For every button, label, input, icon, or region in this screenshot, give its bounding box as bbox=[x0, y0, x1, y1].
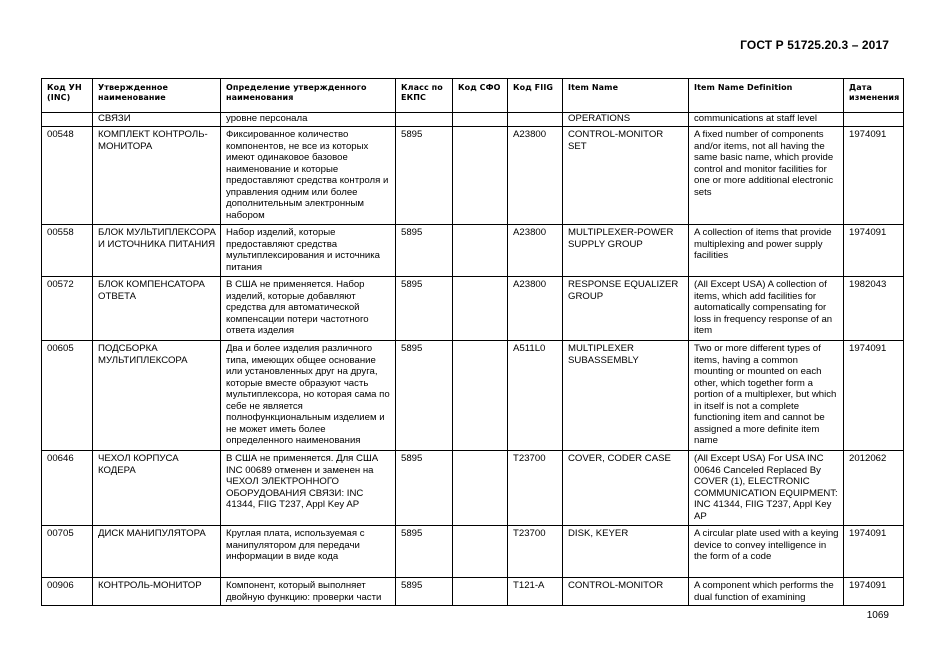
cell-change-date: 1974091 bbox=[844, 127, 904, 225]
cell-approved-name: КОМПЛЕКТ КОНТРОЛЬ-МОНИТОРА bbox=[93, 127, 221, 225]
cell-fsc-class: 5895 bbox=[396, 451, 453, 526]
table-row bbox=[42, 451, 904, 526]
table-header-row bbox=[42, 79, 904, 113]
cell-sfo-code bbox=[453, 578, 508, 606]
cell-change-date: 1974091 bbox=[844, 578, 904, 606]
cell-inc: 00572 bbox=[42, 277, 93, 341]
cell-fiig-code: A23800 bbox=[508, 127, 563, 225]
table-row bbox=[42, 341, 904, 451]
column-header-definition: Определение утвержденного наименования bbox=[221, 79, 396, 113]
cell-item-name: RESPONSE EQUALIZER GROUP bbox=[563, 277, 689, 341]
cell-fsc-class: 5895 bbox=[396, 526, 453, 578]
cell-fiig-code: T23700 bbox=[508, 451, 563, 526]
column-header-fsc-class: Класс по ЕКПС bbox=[396, 79, 453, 113]
cell-item-name: COVER, CODER CASE bbox=[563, 451, 689, 526]
cell-sfo-code bbox=[453, 341, 508, 451]
cell-definition: Круглая плата, используемая с манипулятором для передачи информации в виде кода bbox=[221, 526, 396, 578]
cell-change-date bbox=[844, 113, 904, 127]
cell-sfo-code bbox=[453, 451, 508, 526]
cell-change-date: 1974091 bbox=[844, 526, 904, 578]
table-row bbox=[42, 127, 904, 225]
column-header-item-name-definition: Item Name Definition bbox=[689, 79, 844, 113]
cell-approved-name: БЛОК МУЛЬТИПЛЕКСОРА И ИСТОЧНИКА ПИТАНИЯ bbox=[93, 225, 221, 277]
column-header-inc: Код УН (INC) bbox=[42, 79, 93, 113]
cell-approved-name: ПОДСБОРКА МУЛЬТИПЛЕКСОРА bbox=[93, 341, 221, 451]
column-header-sfo-code: Код СФО bbox=[453, 79, 508, 113]
cell-item-name: MULTIPLEXER SUBASSEMBLY bbox=[563, 341, 689, 451]
table-row bbox=[42, 578, 904, 606]
cell-item-name: OPERATIONS bbox=[563, 113, 689, 127]
cell-inc: 00605 bbox=[42, 341, 93, 451]
cell-item-name: CONTROL-MONITOR bbox=[563, 578, 689, 606]
cell-change-date: 1982043 bbox=[844, 277, 904, 341]
cell-inc: 00705 bbox=[42, 526, 93, 578]
cell-inc: 00906 bbox=[42, 578, 93, 606]
cell-item-name-definition: A component which performs the dual function of examining bbox=[689, 578, 844, 606]
cell-approved-name: БЛОК КОМПЕНСАТОРА ОТВЕТА bbox=[93, 277, 221, 341]
cell-fsc-class bbox=[396, 113, 453, 127]
cell-item-name-definition: (All Except USA) A collection of items, which add facilities for automatically compensating for loss in frequency response of an item bbox=[689, 277, 844, 341]
cell-item-name-definition: (All Except USA) For USA INC 00646 Canceled Replaced By COVER (1), ELECTRONIC COMMUNICATION EQUIPMENT: INC 41344, FIIG T237, Appl Key AP bbox=[689, 451, 844, 526]
cell-definition: Фиксированное количество компонентов, не все из которых имеют одинаковое базовое наименование и которые предоставляют средства контроля и управления одним или более дополнительным электронным набором bbox=[221, 127, 396, 225]
cell-fsc-class: 5895 bbox=[396, 341, 453, 451]
cell-change-date: 1974091 bbox=[844, 341, 904, 451]
cell-definition: В США не применяется. Для США INC 00689 отменен и заменен на ЧЕХОЛ ЭЛЕКТРОННОГО ОБОРУДОВАНИЯ СВЯЗИ: INC 41344, FIIG T237, Appl Key AP bbox=[221, 451, 396, 526]
cell-fsc-class: 5895 bbox=[396, 127, 453, 225]
cell-item-name-definition: A circular plate used with a keying device to convey intelligence in the form of a code bbox=[689, 526, 844, 578]
cell-definition: Два и более изделия различного типа, имеющих общее основание или установленных друг на друга, которые вместе образуют часть мультиплексора, но которая сама по себе не является полнофункциональным изделием и не может иметь более определенного наименования bbox=[221, 341, 396, 451]
cell-item-name-definition: A fixed number of components and/or items, not all having the same basic name, which provide control and monitor facilities for one or more additional electronic sets bbox=[689, 127, 844, 225]
cell-fsc-class: 5895 bbox=[396, 578, 453, 606]
cell-definition: Набор изделий, которые предоставляют средства мультиплексирования и источника питания bbox=[221, 225, 396, 277]
document-standard-header: ГОСТ Р 51725.20.3 – 2017 bbox=[740, 38, 889, 52]
column-header-approved-name: Утвержденное наименование bbox=[93, 79, 221, 113]
cell-fsc-class: 5895 bbox=[396, 225, 453, 277]
cell-item-name: MULTIPLEXER-POWER SUPPLY GROUP bbox=[563, 225, 689, 277]
cell-approved-name: СВЯЗИ bbox=[93, 113, 221, 127]
table-row bbox=[42, 277, 904, 341]
cell-sfo-code bbox=[453, 277, 508, 341]
cell-sfo-code bbox=[453, 526, 508, 578]
cell-sfo-code bbox=[453, 225, 508, 277]
cell-item-name-definition: communications at staff level bbox=[689, 113, 844, 127]
column-header-item-name: Item Name bbox=[563, 79, 689, 113]
cell-fiig-code: T23700 bbox=[508, 526, 563, 578]
cell-sfo-code bbox=[453, 127, 508, 225]
cell-inc: 00646 bbox=[42, 451, 93, 526]
cell-definition: Компонент, который выполняет двойную функцию: проверки части bbox=[221, 578, 396, 606]
cell-fiig-code: T121-A bbox=[508, 578, 563, 606]
cell-definition: уровне персонала bbox=[221, 113, 396, 127]
cell-item-name: DISK, KEYER bbox=[563, 526, 689, 578]
cell-item-name-definition: A collection of items that provide multiplexing and power supply facilities bbox=[689, 225, 844, 277]
cell-item-name-definition: Two or more different types of items, having a common mounting or mounted on each other, which together form a portion of a multiplexer, but which in itself is not a complete functioning item and cannot be assigned a more definite item name bbox=[689, 341, 844, 451]
cell-fiig-code: A511L0 bbox=[508, 341, 563, 451]
cell-inc: 00548 bbox=[42, 127, 93, 225]
column-header-fiig-code: Код FIIG bbox=[508, 79, 563, 113]
cell-approved-name: ДИСК МАНИПУЛЯТОРА bbox=[93, 526, 221, 578]
cell-approved-name: КОНТРОЛЬ-МОНИТОР bbox=[93, 578, 221, 606]
cell-change-date: 2012062 bbox=[844, 451, 904, 526]
cell-change-date: 1974091 bbox=[844, 225, 904, 277]
cell-inc bbox=[42, 113, 93, 127]
cell-fiig-code: A23800 bbox=[508, 225, 563, 277]
table-row bbox=[42, 113, 904, 127]
cell-sfo-code bbox=[453, 113, 508, 127]
item-names-table bbox=[41, 78, 904, 606]
cell-fiig-code: A23800 bbox=[508, 277, 563, 341]
cell-fiig-code bbox=[508, 113, 563, 127]
table-row bbox=[42, 526, 904, 578]
column-header-change-date: Дата изменения bbox=[844, 79, 904, 113]
cell-fsc-class: 5895 bbox=[396, 277, 453, 341]
cell-definition: В США не применяется. Набор изделий, которые добавляют средства для автоматической компенсации потери частотного ответа изделия bbox=[221, 277, 396, 341]
cell-item-name: CONTROL-MONITOR SET bbox=[563, 127, 689, 225]
page-number: 1069 bbox=[866, 610, 889, 621]
table-row bbox=[42, 225, 904, 277]
cell-approved-name: ЧЕХОЛ КОРПУСА КОДЕРА bbox=[93, 451, 221, 526]
cell-inc: 00558 bbox=[42, 225, 93, 277]
